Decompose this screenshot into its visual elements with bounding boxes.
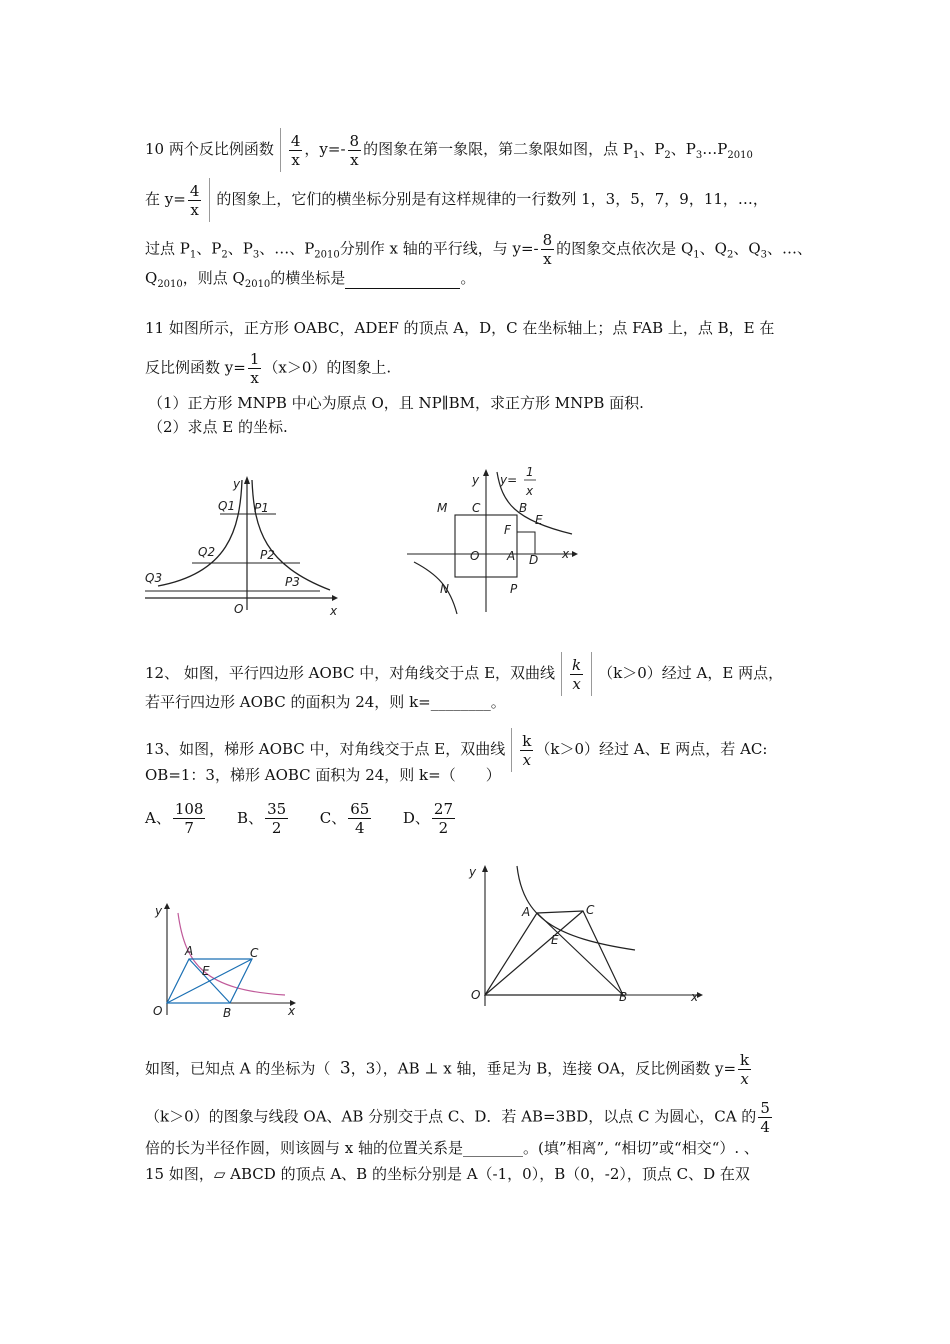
fig1-label-p1: P1 — [254, 501, 269, 515]
q11-line1: 11 如图所示，正方形 OABC，ADEF 的顶点 A，D，C 在坐标轴上；点 FAB 上，点 B，E 在 — [145, 319, 775, 337]
fraction: $\frac{k}{x}$ — [522, 731, 532, 769]
formula-bar — [280, 128, 281, 172]
fig1-label-y: y — [233, 477, 241, 491]
fig1-label-p3: P3 — [285, 575, 300, 589]
fraction: $\frac{35}{2}$ — [267, 800, 287, 837]
fig3-label-y: y — [155, 904, 163, 918]
option-d: D、 $\frac{27}{2}$ — [402, 800, 453, 837]
fraction: $\frac{4}{x}$ — [189, 181, 200, 219]
fig2-label-one: 1 — [526, 465, 534, 479]
formula-bar — [561, 652, 562, 696]
fig3-label-b: B — [223, 1006, 232, 1020]
fig3-label-a: A — [185, 944, 194, 958]
answer-blank — [345, 268, 460, 289]
fig4-label-x: x — [691, 990, 699, 1004]
q15-line1: 15 如图，▱ ABCD 的顶点 A、B 的坐标分别是 A（-1，0），B（0，-2），顶点 C、D 在双 — [145, 1165, 750, 1183]
q12-line2: 若平行四边形 AOBC 的面积为 24，则 k=________。 — [145, 693, 506, 711]
fig2-label-xden: x — [526, 484, 534, 498]
q14-line3: 倍的长为半径作圆，则该圆与 x 轴的位置关系是________。(填”相离”, “相切”或“相交“）. 、 — [145, 1139, 759, 1157]
fig2-label-n: N — [440, 582, 449, 596]
fig2-label-y: y — [472, 473, 480, 487]
q13-line1: 13、如图，梯形 AOBC 中，对角线交于点 E，双曲线 $\frac{k}{x}$ （k＞0）经过 A、E 两点，若 AC: — [145, 728, 767, 772]
fig4-label-e: E — [551, 933, 559, 947]
fig2-label-m: M — [437, 501, 448, 515]
fig2-label-b: B — [519, 501, 528, 515]
fraction: $\frac{8}{x}$ — [349, 131, 360, 169]
fig2-label-c: C — [472, 501, 481, 515]
fig2-label-x: x — [562, 547, 570, 561]
fig2-label-o: O — [470, 549, 480, 563]
q10-line4: $Q_{2010}$，则点 $Q_{2010}$的横坐标是 。 — [145, 269, 476, 290]
fig3-label-e: E — [202, 964, 210, 978]
figure-hyperbola-pq — [140, 470, 350, 620]
fig4-label-c: C — [586, 903, 595, 917]
fig1-label-o: O — [234, 602, 244, 616]
q13-line2: OB=1：3，梯形 AOBC 面积为 24，则 k=（ ） — [145, 766, 501, 784]
fraction: $\frac{65}{4}$ — [350, 800, 370, 837]
fig1-label-q1: Q1 — [218, 499, 236, 513]
fig3-label-x: x — [288, 1004, 296, 1018]
fraction: $\frac{k}{x}$ — [572, 655, 582, 693]
option-c: C、 $\frac{65}{4}$ — [319, 800, 370, 837]
fig4-label-a: A — [522, 905, 531, 919]
fig1-label-p2: P2 — [260, 548, 275, 562]
q10-line3: 过点 $P_1$、$P_2$、$P_3$、…、$P_{2010}$分别作 x 轴的平行线，与 y=- $\frac{8}{x}$ 的图象交点依次是 $Q_1$、$Q_2$、$Q_3$、…、 — [145, 231, 813, 268]
fig1-label-q2: Q2 — [198, 545, 216, 559]
fig4-label-b: B — [619, 990, 628, 1004]
formula-bar — [591, 652, 592, 696]
q11-line4: （2）求点 E 的坐标. — [148, 418, 288, 436]
fig4-label-o: O — [471, 988, 481, 1002]
fraction: $\frac{5}{4}$ — [760, 1099, 770, 1136]
fig2-label-p: P — [510, 582, 518, 596]
fraction: $\frac{108}{7}$ — [174, 800, 204, 837]
q11-line2: 反比例函数 y= $\frac{1}{x}$ （x＞0）的图象上. — [145, 350, 392, 387]
q10-line1: 10 两个反比例函数 $\frac{4}{x}$ ，y=- $\frac{8}{x}$ 的图象在第一象限，第二象限如图，点 $P_1$、$P_2$、$P_3\dots P_{2010}$ — [145, 128, 753, 172]
fig1-label-q3: Q3 — [145, 571, 163, 585]
q11-line3: （1）正方形 MNPB 中心为原点 O，且 NP∥BM，求正方形 MNPB 面积. — [148, 394, 644, 412]
figure-squares-hyperbola — [402, 462, 587, 622]
fraction: $\frac{8}{x}$ — [542, 231, 553, 268]
fig2-label-f: F — [504, 523, 511, 537]
fig4-label-y: y — [469, 865, 477, 879]
fraction: $\frac{4}{x}$ — [290, 131, 301, 169]
q13-options — [145, 800, 457, 837]
fig2-label-a: A — [507, 549, 516, 563]
figure-trapezoid — [455, 858, 715, 1013]
q14-line1: 如图，已知点 A 的坐标为（ 3，3），AB ⊥ x 轴，垂足为 B，连接 OA，反比例函数 y= $\frac{k}{x}$ — [145, 1051, 750, 1088]
option-a: A、 $\frac{108}{7}$ — [145, 800, 204, 837]
fig2-label-yeq: y= — [500, 473, 518, 487]
fig3-label-o: O — [153, 1004, 163, 1018]
formula-bar — [209, 178, 210, 222]
fig3-label-c: C — [250, 946, 259, 960]
fig2-label-e: E — [535, 513, 543, 527]
q14-line2: （k＞0）的图象与线段 OA、AB 分别交于点 C、D．若 AB=3BD，以点 C 为圆心，CA 的 $\frac{5}{4}$ — [145, 1099, 770, 1136]
fraction: $\frac{27}{2}$ — [433, 800, 453, 837]
option-b: B、 $\frac{35}{2}$ — [237, 800, 287, 837]
formula-bar — [511, 728, 512, 772]
q10-line2: 在 y= $\frac{4}{x}$ 的图象上，它们的横坐标分别是有这样规律的一行数列 1，3，5，7，9，11，…， — [145, 178, 768, 222]
fraction: $\frac{k}{x}$ — [740, 1051, 750, 1088]
fig2-label-d: D — [529, 553, 539, 567]
q12-line1: 12、 如图，平行四边形 AOBC 中，对角线交于点 E，双曲线 $\frac{k}{x}$ （k＞0）经过 A，E 两点， — [145, 652, 783, 696]
figure-parallelogram — [145, 895, 310, 1025]
fraction: $\frac{1}{x}$ — [249, 350, 260, 387]
fig1-label-x: x — [330, 604, 338, 618]
q10-text: 10 两个反比例函数 — [145, 140, 274, 158]
